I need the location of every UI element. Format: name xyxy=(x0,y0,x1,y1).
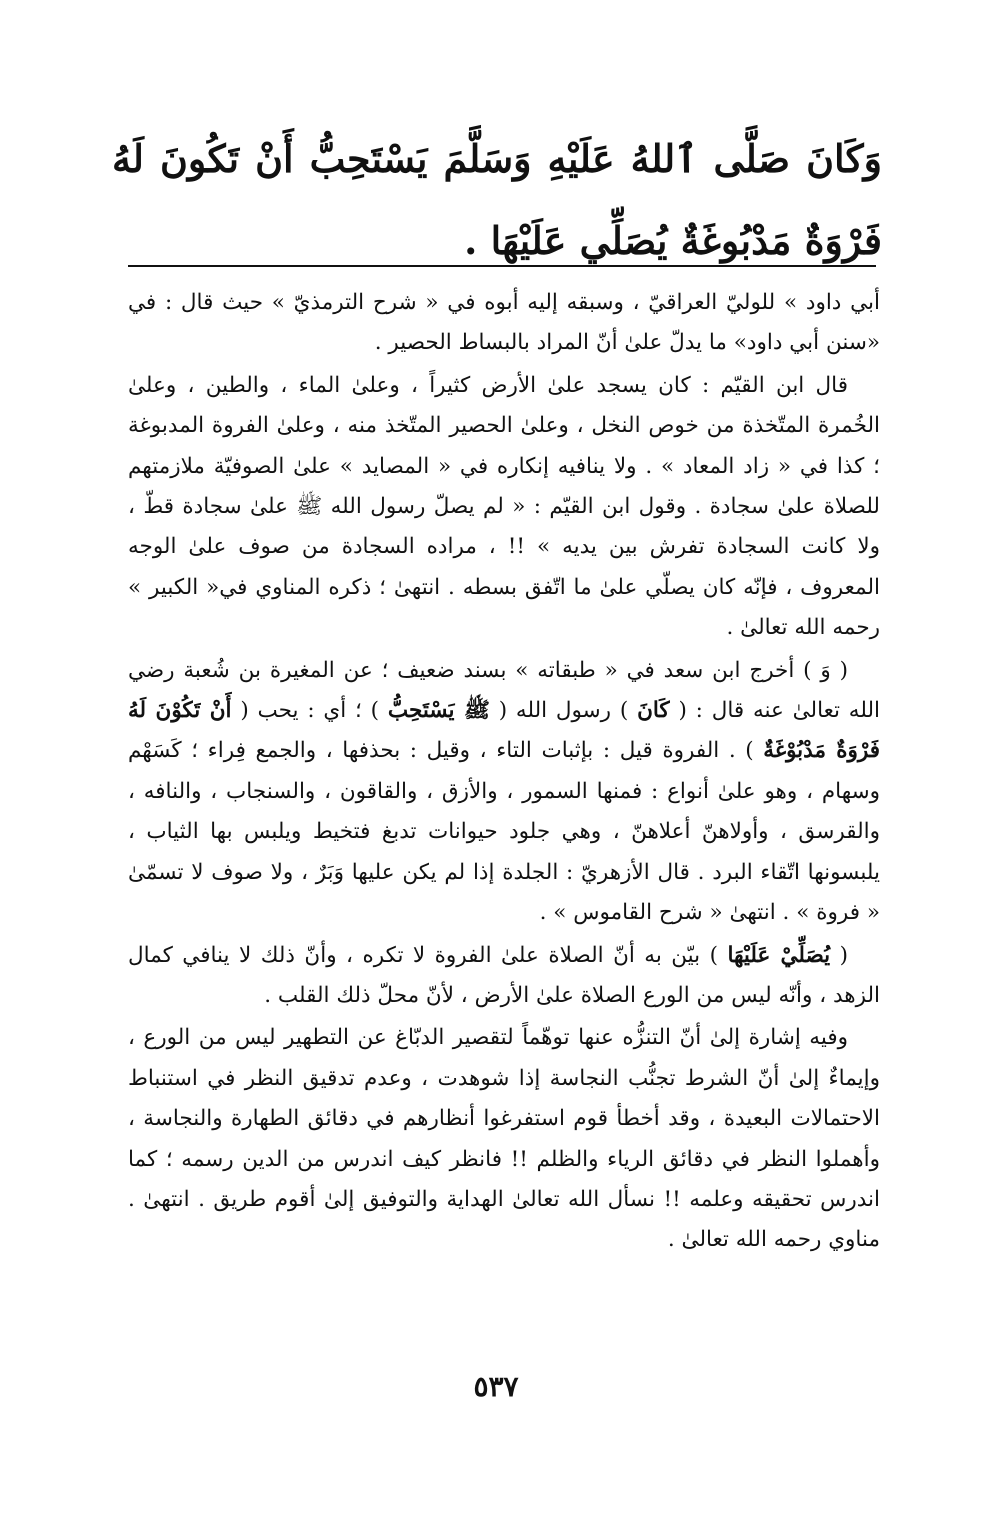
p4-text-b: ) بيّن به أنّ الصلاة علىٰ الفروة لا تكره ، وأنّ ذلك لا ينافي كمال الزهد ، وأنّه ليس من الورع الصلاة علىٰ الأرض ، لأنّ محلّ ذلك القلب . xyxy=(128,942,880,1008)
commentary xyxy=(128,283,880,1261)
separator-line xyxy=(128,265,876,267)
commentary-paragraph-4 xyxy=(128,936,880,1017)
page-number: ٥٣٧ xyxy=(473,1370,519,1403)
p4-text-a: ( xyxy=(830,942,848,968)
p3-bold-kan: كَانَ xyxy=(637,698,670,724)
commentary-paragraph-5: وفيه إشارة إلىٰ أنّ التنزُّه عنها توهّماً لتقصير الدبّاغ عن التطهير ليس من الورع ، وإيماءٌ إلىٰ أنّ الشرط تجنُّب النجاسة إذا شوهدت ، وعدم تدقيق النظر في استنباط الاحتمالات البعيدة ، وقد أخطأ قوم استفرغوا أنظارهم في دقائق الطهارة والنجاسة ، وأهملوا النظر في دقائق الرياء والظلم !! فانظر كيف اندرس من الدين رسمه ؛ كما اندرس تحقيقه وعلمه !! نسأل الله تعالىٰ الهداية والتوفيق إلىٰ أقوم طريق . انتهىٰ . مناوي رحمه الله تعالىٰ . xyxy=(128,1025,880,1253)
p3-text-b: ) رسول الله ( xyxy=(489,698,638,724)
p3-text-a: ( وَ ) أخرج ابن سعد في « طبقاته » بسند ضعيف ؛ عن المغيرة بن شُعبة رضي الله تعالىٰ عنه قال : ( xyxy=(128,657,880,724)
hadith-text-content: وَكَانَ صَلَّى ٱللهُ عَلَيْهِ وَسَلَّمَ يَسْتَحِبُّ أَنْ تَكُونَ لَهُ فَرْوَةٌ مَدْبُوغَةٌ يُصَلِّي عَلَيْهَا . xyxy=(112,136,882,263)
p3-text-c: ) ؛ أي : يحب ( xyxy=(231,698,388,724)
commentary-paragraph-3 xyxy=(128,651,880,934)
p3-bold-yastahib: ﷺ يَسْتَحِبُّ xyxy=(387,698,490,724)
p3-bold-an-takun: أَنْ تَكُوْنَ لَهُ فَرْوَةٌ مَدْبُوْغَةٌ xyxy=(128,698,880,764)
p3-text-d: ) . الفروة قيل : بإثبات التاء ، وقيل : بحذفها ، والجمع فِراء ؛ كَسَهْم وسهام ، وهو علىٰ أنواع : فمنها السمور ، والأزق ، والقاقون ، والسنجاب ، والنافه ، والقرسق ، وأولاهنّ أعلاهنّ ، وهي جلود حيوانات تدبغ فتخيط ويلبس بها الثياب ، يلبسونها اتّقاء البرد . قال الأزهريّ : الجلدة إذا لم يكن عليها وَبَرٌ ، ولا صوف لا تسمّىٰ « فروة » . انتهىٰ « شرح القاموس » . xyxy=(128,738,880,926)
commentary-paragraph-2: قال ابن القيّم : كان يسجد علىٰ الأرض كثيراً ، وعلىٰ الماء ، والطين ، وعلىٰ الخُمرة المتّخذة من خوص النخل ، وعلىٰ الحصير المتّخذ منه ، وعلىٰ الفروة المدبوغة ؛ كذا في « زاد المعاد » . ولا ينافيه إنكاره في « المصايد » علىٰ الصوفيّة ملازمتهم للصلاة علىٰ سجادة . وقول ابن القيّم : « لم يصلّ رسول الله ﷺ علىٰ سجادة قطّ ، ولا كانت السجادة تفرش بين يديه » !! ، مراده السجادة من صوف علىٰ الوجه المعروف ، فإنّه كان يصلّي علىٰ ما اتّفق بسطه . انتهىٰ ؛ ذكره المناوي في« الكبير » رحمه الله تعالىٰ . xyxy=(128,372,880,641)
p4-bold-yusalli: يُصَلِّيْ عَلَيْهَا xyxy=(727,942,831,968)
hadith-text xyxy=(112,118,882,282)
commentary-paragraph-1: أبي داود » للوليّ العراقيّ ، وسبقه إليه أبوه في « شرح الترمذيّ » حيث قال : في «سنن أبي داود» ما يدلّ علىٰ أنّ المراد بالبساط الحصير . xyxy=(128,290,880,356)
